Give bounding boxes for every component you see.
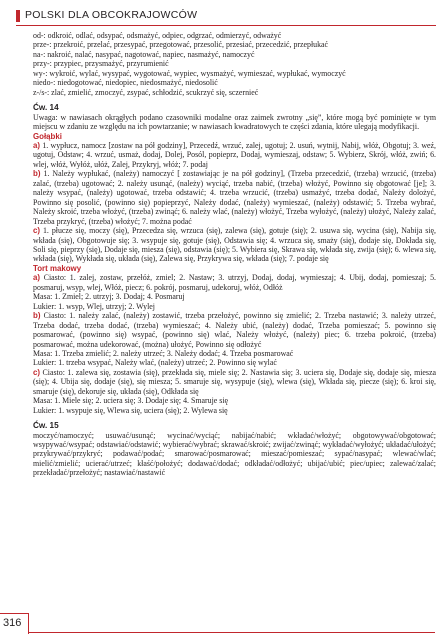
running-header-title: POLSKI DLA OBCOKRAJOWCÓW <box>25 9 198 21</box>
tort-lukier-c: Lukier: 1. wsypuje się, Wlewa się, uciera (się); 2. Wylewa się <box>33 405 228 415</box>
exercise-14-title: Ćw. 14 <box>33 103 59 113</box>
recipe-title-golabki: Gołąbki <box>33 131 62 141</box>
answer-key-content <box>33 31 436 478</box>
prefix-line: z-/s-: zlać, zmielić, zmoczyć, zsypać, schłodzić, scukrzyć się, sczernieć <box>33 87 259 97</box>
page-header <box>16 8 436 26</box>
exercise-15-title: Ćw. 15 <box>33 421 59 431</box>
page-number: 316 <box>3 617 22 629</box>
answer-text: 1. płucze się, moczy (się), Przecedza się, wrzuca (się), zalewa (się), gotuje (się); 2. usuwa się, wycina (się), Nabija się, wkłada (się), Obgotowuje się; 3. wsypuje się, gotuje (się), Odstawia się; 4. wrzuca się, smaży (się), dodaje się, Dokłada się, Soli się, pieprzy (się), Dodaje się, miesza (się), odstawia (się); 5. Wybiera się, Skrawa się, wkłada się, zwija (się); 6. wlewa się, wkłada (się), Wykłada się, układa (się), Zalewa się, Przykrywa się, wkłada (się); 7. podaje się <box>33 226 436 264</box>
answer-label: b) <box>33 311 41 321</box>
answer-text: 1. Należy wypłukać, (należy) namoczyć [ zostawiając je na pół godziny], (Trzeba przecedzić, (trzeba) wrzucić, (trzeba) zalać, (trzeba) ugotować; 2. należy usunąć, (należy) wyciąć, trzeba nabić, (trzeba) włożyć, Powinno się obgotować [je]; 3. należy wsypać, (należy) ugotować, trzeba odstawić; 4. trzeba wrzucić, (trzeba) usmażyć, trzeba dodać, Należy dolożyć, Powinno się posolić, (powinno się) popieprzyć, Należy dodać, (należy) wymieszać, (należy) odstawić; 5. Trzeba wybrać, Należy skroić, trzeba włożyć, (trzeba) zwinąć; 6. należy wlać, (należy) włożyć, Trzeba wyłożyć, (należy) ułożyć, Należy zalać, Trzeba przykryć, (trzeba) włożyć; 7. można podać <box>33 169 436 226</box>
tort-masa-b: Masa: 1. Trzeba zmielić; 2. należy utrzeć; 3. Należy dodać; 4. Trzeba posmarować <box>33 348 294 358</box>
prefix-line: na-: nakroić, nalać, nasypać, nagotować, napiec, nasmażyć, namoczyć <box>33 49 255 59</box>
answer-label: a) <box>33 140 41 150</box>
golabki-answer-b <box>33 169 436 226</box>
answer-text: Ciasto: 1. zalewa się, zostawia (się), przekłada się, miele się; 2. Nastawia się; 3. uciera się, Dodaje się, dodaje się, miesza (się); 4. Ubija się, dodaje (się), się miesza; 5. smaruje się, wysypuje (się), wlewa (się), Wkłada się, piecze (się); 6. kroi się, smaruje (się), dekoruje się, układa (się), Odkłada się <box>33 367 437 396</box>
tort-lukier-a: Lukier: 1. wsyp, Wlej, utrzyj; 2. Wylej <box>33 301 155 311</box>
answer-label: c) <box>33 226 41 236</box>
exercise-14-instructions: Uwaga: w nawiasach okrągłych podano czasowniki modalne oraz zaimek zwrotny „się”, które mogą być pominięte w tym miejscu w zdaniu ze względu na ich powtarzanie; w nawiasach kwadratowych te części zdania, które ulegają modyfikacji. <box>33 112 436 132</box>
answer-text: 1. wypłucz, namocz [zostaw na pół godziny], Przecedź, wrzuć, zalej, ugotuj; 2. usuń, wytnij, Nabij, włóż, Obgotuj; 3. weź, ugotuj, Odstaw; 4. wrzuć, usmaż, dodaj, Dolej, Posól, popieprz, Dodaj, wymieszaj, odstaw; 5. Wybierz, Skrój, włóż, zwiń; 6. wlej, włóż, Wyłóż, ułóż, Zalej, Przykryj, włóż; 7. podaj <box>33 140 436 169</box>
footer-rule <box>28 632 435 633</box>
answer-label: a) <box>33 273 41 283</box>
answer-text: Ciasto: 1. zalej, zostaw, przełóż, zmiel; 2. Nastaw; 3. utrzyj, Dodaj, dodaj, wymieszaj; 4. Ubij, dodaj, pomieszaj; 5. posmaruj, wsyp, wlej, Włóż, piecz; 6. pokrój, posmaruj, udekoruj, włóż, Odłóż <box>33 273 436 292</box>
exercise-15-text: moczyć/namoczyć; usuwać/usunąć; wycinać/wyciąć; nabijać/nabić; wkładać/włożyć; obgotowywać/obgotować; wsypywać/wsypać; odstawiać/odstawić; wybierać/wybrać; skrawać/skroić; zwijać/zwinąć; wykładać/wyłożyć; układać/ułożyć; przykrywać/przykryć; podawać/podać; smarować/posmarować; mieszać/pomieszać; sypać/nasypać; wlewać/wlać; mielić/zmielić; ucierać/utrzeć; kłaść/położyć; dodawać/dodać; odkładać/odłożyć; ubijać/ubić; piec/upiec; zalewać/zalać; przekładać/przełożyć; nastawiać/nastawić <box>33 430 436 478</box>
tort-answer-c <box>33 368 436 396</box>
tort-lukier-b: Lukier: 1. trzeba wsypać, Należy wlać, (należy) utrzeć; 2. Powinno się wylać <box>33 358 277 368</box>
page-number-box <box>0 613 29 634</box>
tort-answer-a <box>33 273 436 292</box>
prefix-line: od-: odkroić, odlać, odsypać, odsmażyć, odpiec, odgrzać, odmierzyć, odważyć <box>33 31 282 40</box>
prefix-line: przy-: przypiec, przysmażyć, przyrumienić <box>33 59 169 69</box>
tort-answer-b <box>33 311 436 349</box>
golabki-answer-c <box>33 226 436 264</box>
answer-label: c) <box>33 367 41 377</box>
answer-label: b) <box>33 169 41 179</box>
recipe-title-tort: Tort makowy <box>33 263 82 273</box>
prefix-line: niedo-: niedogotować, niedopiec, niedosmażyć, niedosolić <box>33 78 218 88</box>
header-accent-mark <box>16 10 20 22</box>
header-rule <box>16 25 436 26</box>
tort-masa-a: Masa: 1. Zmiel; 2. utrzyj; 3. Dodaj; 4. Posmaruj <box>33 292 185 302</box>
prefix-line: prze-: przekroić, przelać, przesypać, przegotować, przesolić, przesiać, przecedzić, przepłukać <box>33 40 329 50</box>
prefix-line: wy-: wykroić, wylać, wysypać, wygotować, wypiec, wysmażyć, wymieszać, wypłukać, wymoczyć <box>33 68 346 78</box>
tort-masa-c: Masa: 1. Miele się; 2. uciera się; 3. Dodaje się; 4. Smaruje się <box>33 396 229 406</box>
golabki-answer-a <box>33 141 436 169</box>
answer-text: Ciasto: 1. należy zalać, (należy) zostawić, trzeba przełożyć, powinno się zmielić; 2. Trzeba nastawić; 3. należy utrzeć, Trzeba dodać, trzeba dodać, (trzeba) wymieszać; 4. Należy ubić, (należy) dodać, Trzeba pomieszać; 5. powinno się posmarować, (powinno się) wsypać, (powinno się) wlać, Należy włożyć, (należy) piec; 6. trzeba pokroić, (trzeba) posmarować, można udekorować, (można) ułożyć, Powinno się odłożyć <box>33 311 436 349</box>
